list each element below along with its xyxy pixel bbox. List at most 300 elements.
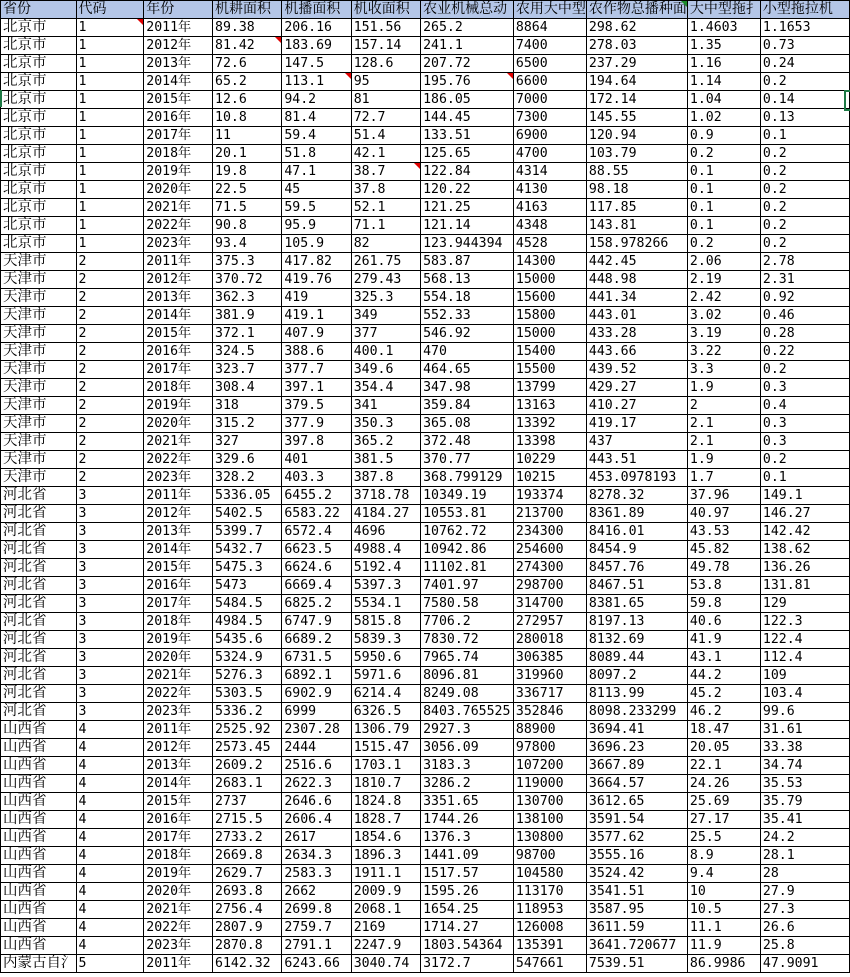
cell[interactable]: 138100 [513, 811, 586, 829]
cell[interactable]: 89.38 [213, 19, 282, 37]
cell[interactable]: 4 [76, 829, 144, 847]
cell[interactable]: 1828.7 [351, 811, 420, 829]
cell[interactable]: 河北省 [1, 631, 77, 649]
cell[interactable]: 11102.81 [421, 559, 514, 577]
cell[interactable]: 71.5 [213, 199, 282, 217]
cell[interactable]: 4 [76, 721, 144, 739]
cell[interactable]: 583.87 [421, 253, 514, 271]
cell[interactable]: 2015年 [144, 793, 213, 811]
cell[interactable]: 2 [76, 361, 144, 379]
cell[interactable]: 河北省 [1, 523, 77, 541]
cell[interactable]: 419 [282, 289, 351, 307]
cell[interactable]: 3.02 [687, 307, 760, 325]
cell[interactable]: 山西省 [1, 721, 77, 739]
cell[interactable]: 1714.27 [421, 919, 514, 937]
cell[interactable]: 0.14 [760, 91, 849, 109]
cell[interactable]: 377.7 [282, 361, 351, 379]
cell[interactable]: 0.92 [760, 289, 849, 307]
cell[interactable]: 8381.65 [586, 595, 687, 613]
cell[interactable]: 8132.69 [586, 631, 687, 649]
comment-indicator-icon[interactable] [414, 163, 420, 169]
cell[interactable]: 2014年 [144, 541, 213, 559]
cell[interactable]: 天津市 [1, 379, 77, 397]
cell[interactable]: 天津市 [1, 253, 77, 271]
cell[interactable]: 1517.57 [421, 865, 514, 883]
cell[interactable]: 2013年 [144, 757, 213, 775]
cell[interactable]: 133.51 [421, 127, 514, 145]
cell[interactable]: 山西省 [1, 919, 77, 937]
cell[interactable]: 336717 [513, 685, 586, 703]
cell[interactable]: 8249.08 [421, 685, 514, 703]
cell[interactable]: 443.51 [586, 451, 687, 469]
cell[interactable]: 6572.4 [282, 523, 351, 541]
cell[interactable]: 25.8 [760, 937, 849, 955]
cell[interactable]: 1.16 [687, 55, 760, 73]
cell[interactable]: 1441.09 [421, 847, 514, 865]
cell[interactable]: 0.46 [760, 307, 849, 325]
cell[interactable]: 25.69 [687, 793, 760, 811]
cell[interactable]: 2023年 [144, 235, 213, 253]
cell[interactable]: 109 [760, 667, 849, 685]
cell[interactable]: 8416.01 [586, 523, 687, 541]
cell[interactable]: 河北省 [1, 559, 77, 577]
cell[interactable]: 35.79 [760, 793, 849, 811]
cell[interactable]: 280018 [513, 631, 586, 649]
cell[interactable]: 8864 [513, 19, 586, 37]
cell[interactable]: 107200 [513, 757, 586, 775]
cell[interactable]: 2733.2 [213, 829, 282, 847]
cell[interactable]: 43.1 [687, 649, 760, 667]
cell[interactable]: 5435.6 [213, 631, 282, 649]
column-header[interactable]: 机收面积 [351, 1, 420, 19]
cell[interactable]: 130800 [513, 829, 586, 847]
cell[interactable]: 7539.51 [586, 955, 687, 973]
cell[interactable]: 2020年 [144, 415, 213, 433]
column-header[interactable]: 省份 [1, 1, 77, 19]
cell[interactable]: 5303.5 [213, 685, 282, 703]
cell[interactable]: 2013年 [144, 523, 213, 541]
cell[interactable]: 407.9 [282, 325, 351, 343]
cell[interactable]: 464.65 [421, 361, 514, 379]
cell[interactable]: 3 [76, 613, 144, 631]
cell[interactable]: 10.5 [687, 901, 760, 919]
cell[interactable]: 河北省 [1, 703, 77, 721]
cell[interactable]: 81.4 [282, 109, 351, 127]
cell[interactable]: 3718.78 [351, 487, 420, 505]
cell[interactable]: 北京市 [1, 217, 77, 235]
cell[interactable]: 山西省 [1, 901, 77, 919]
cell[interactable]: 2022年 [144, 919, 213, 937]
cell[interactable]: 400.1 [351, 343, 420, 361]
cell[interactable]: 8096.81 [421, 667, 514, 685]
cell[interactable]: 4 [76, 847, 144, 865]
cell[interactable]: 9.4 [687, 865, 760, 883]
cell[interactable]: 94.2 [282, 91, 351, 109]
cell[interactable]: 2020年 [144, 181, 213, 199]
cell[interactable]: 324.5 [213, 343, 282, 361]
cell[interactable]: 山西省 [1, 757, 77, 775]
cell[interactable]: 368.799129 [421, 469, 514, 487]
cell[interactable]: 1.02 [687, 109, 760, 127]
cell[interactable]: 441.34 [586, 289, 687, 307]
cell[interactable]: 5192.4 [351, 559, 420, 577]
cell[interactable]: 49.78 [687, 559, 760, 577]
cell[interactable]: 28.1 [760, 847, 849, 865]
cell[interactable]: 2068.1 [351, 901, 420, 919]
cell[interactable]: 104580 [513, 865, 586, 883]
cell[interactable]: 52.1 [351, 199, 420, 217]
cell[interactable]: 2927.3 [421, 721, 514, 739]
cell[interactable]: 2583.3 [282, 865, 351, 883]
cell[interactable]: 0.1 [687, 217, 760, 235]
cell[interactable]: 河北省 [1, 487, 77, 505]
cell[interactable]: 319960 [513, 667, 586, 685]
cell[interactable]: 3591.54 [586, 811, 687, 829]
cell[interactable]: 8097.2 [586, 667, 687, 685]
cell[interactable]: 1.9 [687, 451, 760, 469]
cell[interactable]: 315.2 [213, 415, 282, 433]
cell[interactable]: 130700 [513, 793, 586, 811]
cell[interactable]: 6600 [513, 73, 586, 91]
cell[interactable]: 7401.97 [421, 577, 514, 595]
cell[interactable]: 北京市 [1, 91, 77, 109]
cell[interactable]: 10349.19 [421, 487, 514, 505]
cell[interactable]: 147.5 [282, 55, 351, 73]
cell[interactable]: 5950.6 [351, 649, 420, 667]
cell[interactable]: 28 [760, 865, 849, 883]
cell[interactable]: 40.6 [687, 613, 760, 631]
cell[interactable]: 129 [760, 595, 849, 613]
cell[interactable]: 237.29 [586, 55, 687, 73]
cell[interactable]: 1854.6 [351, 829, 420, 847]
cell[interactable]: 1 [76, 181, 144, 199]
cell[interactable]: 山西省 [1, 847, 77, 865]
cell[interactable]: 88.55 [586, 163, 687, 181]
column-header[interactable]: 大中型拖扌 [687, 1, 760, 19]
cell[interactable]: 51.4 [351, 127, 420, 145]
cell[interactable]: 1 [76, 109, 144, 127]
cell[interactable]: 天津市 [1, 325, 77, 343]
cell[interactable]: 2011年 [144, 19, 213, 37]
cell[interactable]: 北京市 [1, 19, 77, 37]
cell[interactable]: 5971.6 [351, 667, 420, 685]
cell[interactable]: 6689.2 [282, 631, 351, 649]
cell[interactable]: 113170 [513, 883, 586, 901]
cell[interactable]: 379.5 [282, 397, 351, 415]
cell[interactable]: 278.03 [586, 37, 687, 55]
cell[interactable]: 2715.5 [213, 811, 282, 829]
cell[interactable]: 8089.44 [586, 649, 687, 667]
cell[interactable]: 45.2 [687, 685, 760, 703]
cell[interactable]: 1376.3 [421, 829, 514, 847]
cell[interactable]: 2 [76, 469, 144, 487]
cell[interactable]: 2021年 [144, 667, 213, 685]
cell[interactable]: 4 [76, 775, 144, 793]
cell[interactable]: 15500 [513, 361, 586, 379]
cell[interactable]: 1911.1 [351, 865, 420, 883]
cell[interactable]: 北京市 [1, 145, 77, 163]
cell[interactable]: 352846 [513, 703, 586, 721]
comment-indicator-icon[interactable] [507, 73, 513, 79]
comment-indicator-icon[interactable] [275, 37, 281, 43]
cell[interactable]: 内蒙古自氵 [1, 955, 77, 973]
cell[interactable]: 3555.16 [586, 847, 687, 865]
cell[interactable]: 2807.9 [213, 919, 282, 937]
cell[interactable]: 8457.76 [586, 559, 687, 577]
cell[interactable]: 5839.3 [351, 631, 420, 649]
cell[interactable]: 2019年 [144, 163, 213, 181]
cell[interactable]: 7400 [513, 37, 586, 55]
cell[interactable]: 2.31 [760, 271, 849, 289]
cell[interactable]: 山西省 [1, 829, 77, 847]
cell[interactable]: 31.61 [760, 721, 849, 739]
cell[interactable]: 3 [76, 577, 144, 595]
cell[interactable]: 93.4 [213, 235, 282, 253]
cell[interactable]: 325.3 [351, 289, 420, 307]
cell[interactable]: 2017年 [144, 829, 213, 847]
cell[interactable]: 北京市 [1, 199, 77, 217]
cell[interactable]: 2 [76, 253, 144, 271]
cell[interactable]: 15800 [513, 307, 586, 325]
cell[interactable]: 6142.32 [213, 955, 282, 973]
cell[interactable]: 20.05 [687, 739, 760, 757]
cell[interactable]: 2021年 [144, 199, 213, 217]
cell[interactable]: 2022年 [144, 217, 213, 235]
cell[interactable]: 90.8 [213, 217, 282, 235]
cell[interactable]: 410.27 [586, 397, 687, 415]
cell[interactable]: 37.8 [351, 181, 420, 199]
cell[interactable]: 2014年 [144, 73, 213, 91]
cell[interactable]: 1744.26 [421, 811, 514, 829]
cell[interactable]: 298.62 [586, 19, 687, 37]
cell[interactable]: 95.9 [282, 217, 351, 235]
cell[interactable]: 2014年 [144, 307, 213, 325]
cell[interactable]: 4 [76, 793, 144, 811]
cell[interactable]: 1595.26 [421, 883, 514, 901]
cell[interactable]: 554.18 [421, 289, 514, 307]
cell[interactable]: 0.2 [687, 145, 760, 163]
cell[interactable]: 234300 [513, 523, 586, 541]
cell[interactable]: 157.14 [351, 37, 420, 55]
cell[interactable]: 3587.95 [586, 901, 687, 919]
cell[interactable]: 81 [351, 91, 420, 109]
cell[interactable]: 4 [76, 901, 144, 919]
cell[interactable]: 4 [76, 919, 144, 937]
cell[interactable]: 3577.62 [586, 829, 687, 847]
cell[interactable]: 5815.8 [351, 613, 420, 631]
cell[interactable]: 0.2 [760, 181, 849, 199]
cell[interactable]: 2015年 [144, 325, 213, 343]
cell[interactable]: 北京市 [1, 55, 77, 73]
cell[interactable]: 2169 [351, 919, 420, 937]
cell[interactable]: 13392 [513, 415, 586, 433]
cell[interactable]: 3.19 [687, 325, 760, 343]
cell[interactable]: 北京市 [1, 73, 77, 91]
cell[interactable]: 0.3 [760, 415, 849, 433]
cell[interactable]: 120.94 [586, 127, 687, 145]
cell[interactable]: 2014年 [144, 775, 213, 793]
cell[interactable]: 3 [76, 487, 144, 505]
cell[interactable]: 2609.2 [213, 757, 282, 775]
cell[interactable]: 4163 [513, 199, 586, 217]
cell[interactable]: 34.74 [760, 757, 849, 775]
cell[interactable]: 山西省 [1, 793, 77, 811]
cell[interactable]: 122.4 [760, 631, 849, 649]
cell[interactable]: 北京市 [1, 37, 77, 55]
comment-indicator-icon[interactable] [137, 19, 143, 25]
cell[interactable]: 6624.6 [282, 559, 351, 577]
cell[interactable]: 2013年 [144, 289, 213, 307]
cell[interactable]: 2023年 [144, 937, 213, 955]
cell[interactable]: 0.3 [760, 433, 849, 451]
cell[interactable]: 3 [76, 595, 144, 613]
cell[interactable]: 120.22 [421, 181, 514, 199]
cell[interactable]: 2019年 [144, 397, 213, 415]
cell[interactable]: 0.2 [760, 451, 849, 469]
cell[interactable]: 1515.47 [351, 739, 420, 757]
cell[interactable]: 131.81 [760, 577, 849, 595]
cell[interactable]: 山西省 [1, 775, 77, 793]
cell[interactable]: 2023年 [144, 469, 213, 487]
cell[interactable]: 0.2 [760, 361, 849, 379]
cell[interactable]: 5473 [213, 577, 282, 595]
cell[interactable]: 144.45 [421, 109, 514, 127]
cell[interactable]: 1 [76, 199, 144, 217]
cell[interactable]: 118953 [513, 901, 586, 919]
cell[interactable]: 2646.6 [282, 793, 351, 811]
cell[interactable]: 7580.58 [421, 595, 514, 613]
cell[interactable]: 22.5 [213, 181, 282, 199]
cell[interactable]: 38.7 [351, 163, 420, 181]
cell[interactable]: 3056.09 [421, 739, 514, 757]
cell[interactable]: 403.3 [282, 469, 351, 487]
cell[interactable]: 8403.765525 [421, 703, 514, 721]
cell[interactable]: 6623.5 [282, 541, 351, 559]
cell[interactable]: 387.8 [351, 469, 420, 487]
cell[interactable]: 8.9 [687, 847, 760, 865]
cell[interactable]: 13799 [513, 379, 586, 397]
cell[interactable]: 372.1 [213, 325, 282, 343]
cell[interactable]: 2022年 [144, 451, 213, 469]
cell[interactable]: 4184.27 [351, 505, 420, 523]
cell[interactable]: 4 [76, 937, 144, 955]
cell[interactable]: 0.28 [760, 325, 849, 343]
cell[interactable]: 112.4 [760, 649, 849, 667]
cell[interactable]: 388.6 [282, 343, 351, 361]
cell[interactable]: 4988.4 [351, 541, 420, 559]
cell[interactable]: 3 [76, 559, 144, 577]
cell[interactable]: 417.82 [282, 253, 351, 271]
column-header[interactable]: 机播面积 [282, 1, 351, 19]
cell[interactable]: 429.27 [586, 379, 687, 397]
cell[interactable]: 95 [351, 73, 420, 91]
cell[interactable]: 6902.9 [282, 685, 351, 703]
cell[interactable]: 122.84 [421, 163, 514, 181]
cell[interactable]: 44.2 [687, 667, 760, 685]
cell[interactable]: 2009.9 [351, 883, 420, 901]
cell[interactable]: 2.78 [760, 253, 849, 271]
cell[interactable]: 5432.7 [213, 541, 282, 559]
cell[interactable]: 2516.6 [282, 757, 351, 775]
cell[interactable]: 4 [76, 757, 144, 775]
cell[interactable]: 河北省 [1, 613, 77, 631]
cell[interactable]: 5484.5 [213, 595, 282, 613]
cell[interactable]: 125.65 [421, 145, 514, 163]
cell[interactable]: 6455.2 [282, 487, 351, 505]
cell[interactable]: 261.75 [351, 253, 420, 271]
cell[interactable]: 12.6 [213, 91, 282, 109]
cell[interactable]: 2737 [213, 793, 282, 811]
cell[interactable]: 3172.7 [421, 955, 514, 973]
cell[interactable]: 51.8 [282, 145, 351, 163]
cell[interactable]: 20.1 [213, 145, 282, 163]
cell[interactable]: 2683.1 [213, 775, 282, 793]
error-indicator-icon[interactable] [681, 1, 687, 7]
cell[interactable]: 2.1 [687, 433, 760, 451]
cell[interactable]: 33.38 [760, 739, 849, 757]
cell[interactable]: 3694.41 [586, 721, 687, 739]
cell[interactable]: 北京市 [1, 235, 77, 253]
cell[interactable]: 2016年 [144, 343, 213, 361]
cell[interactable]: 5336.05 [213, 487, 282, 505]
cell[interactable]: 2669.8 [213, 847, 282, 865]
cell[interactable]: 1 [76, 73, 144, 91]
cell[interactable]: 1 [76, 217, 144, 235]
cell[interactable]: 4528 [513, 235, 586, 253]
cell[interactable]: 1 [76, 235, 144, 253]
cell[interactable]: 122.3 [760, 613, 849, 631]
cell[interactable]: 河北省 [1, 577, 77, 595]
cell[interactable]: 北京市 [1, 109, 77, 127]
cell[interactable]: 26.6 [760, 919, 849, 937]
cell[interactable]: 2 [76, 271, 144, 289]
cell[interactable]: 2016年 [144, 109, 213, 127]
cell[interactable]: 0.3 [760, 379, 849, 397]
cell[interactable]: 3664.57 [586, 775, 687, 793]
cell[interactable]: 15000 [513, 271, 586, 289]
cell[interactable]: 5324.9 [213, 649, 282, 667]
cell[interactable]: 213700 [513, 505, 586, 523]
cell[interactable]: 6214.4 [351, 685, 420, 703]
cell[interactable]: 天津市 [1, 469, 77, 487]
cell[interactable]: 2021年 [144, 433, 213, 451]
cell[interactable]: 349.6 [351, 361, 420, 379]
cell[interactable]: 1.35 [687, 37, 760, 55]
cell[interactable]: 298700 [513, 577, 586, 595]
cell[interactable]: 10553.81 [421, 505, 514, 523]
cell[interactable]: 4130 [513, 181, 586, 199]
cell[interactable]: 2018年 [144, 613, 213, 631]
cell[interactable]: 2444 [282, 739, 351, 757]
cell[interactable]: 318 [213, 397, 282, 415]
cell[interactable]: 1 [76, 145, 144, 163]
cell[interactable]: 372.48 [421, 433, 514, 451]
cell[interactable]: 265.2 [421, 19, 514, 37]
cell[interactable]: 151.56 [351, 19, 420, 37]
cell[interactable]: 443.01 [586, 307, 687, 325]
cell[interactable]: 1 [76, 163, 144, 181]
cell[interactable]: 98700 [513, 847, 586, 865]
cell[interactable]: 128.6 [351, 55, 420, 73]
cell[interactable]: 46.2 [687, 703, 760, 721]
cell[interactable]: 53.8 [687, 577, 760, 595]
cell[interactable]: 274300 [513, 559, 586, 577]
cell[interactable]: 2.1 [687, 415, 760, 433]
cell[interactable]: 2022年 [144, 685, 213, 703]
cell[interactable]: 377 [351, 325, 420, 343]
column-header[interactable]: 机耕面积 [213, 1, 282, 19]
cell[interactable]: 3183.3 [421, 757, 514, 775]
